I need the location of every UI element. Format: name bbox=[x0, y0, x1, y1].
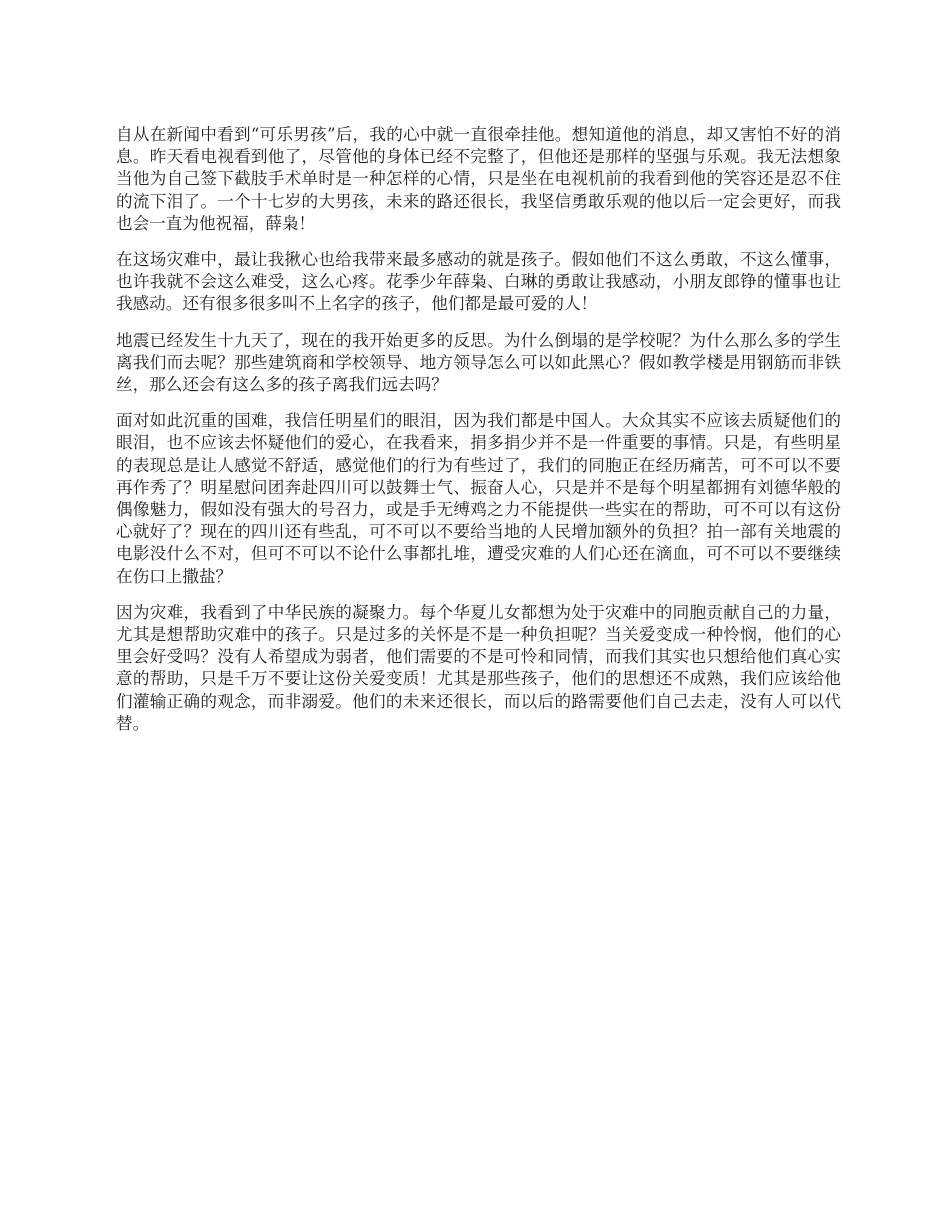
paragraph-2: 在这场灾难中，最让我揪心也给我带来最多感动的就是孩子。假如他们不这么勇敢，不这么懂事，也许我就不会这么难受，这么心疼。花季少年薛枭、白琳的勇敢让我感动，小朋友郎铮的懂事也让我感动。还有很多很多叫不上名字的孩子，他们都是最可爱的人！ bbox=[116, 250, 841, 314]
paragraph-5: 因为灾难，我看到了中华民族的凝聚力。每个华夏儿女都想为处于灾难中的同胞贡献自己的力量，尤其是想帮助灾难中的孩子。只是过多的关怀是不是一种负担呢？当关爱变成一种怜悯，他们的心里会好受吗？没有人希望成为弱者，他们需要的不是可怜和同情，而我们其实也只想给他们真心实意的帮助，只是千万不要让这份关爱变质！尤其是那些孩子，他们的思想还不成熟，我们应该给他们灌输正确的观念，而非溺爱。他们的未来还很长，而以后的路需要他们自己去走，没有人可以代替。 bbox=[116, 602, 841, 733]
paragraph-3: 地震已经发生十九天了，现在的我开始更多的反思。为什么倒塌的是学校呢？为什么那么多的学生离我们而去呢？那些建筑商和学校领导、地方领导怎么可以如此黑心？假如教学楼是用钢筋而非铁丝，那么还会有这么多的孩子离我们远去吗？ bbox=[116, 330, 841, 395]
paragraph-1: 自从在新闻中看到“可乐男孩”后，我的心中就一直很牵挂他。想知道他的消息，却又害怕不好的消息。昨天看电视看到他了，尽管他的身体已经不完整了，但他还是那样的坚强与乐观。我无法想象当他为自己签下截肢手术单时是一种怎样的心情，只是坐在电视机前的我看到他的笑容还是忍不住的流下泪了。一个十七岁的大男孩，未来的路还很长，我坚信勇敢乐观的他以后一定会更好，而我也会一直为他祝福，薛枭！ bbox=[116, 125, 841, 233]
paragraph-4: 面对如此沉重的国难，我信任明星们的眼泪，因为我们都是中国人。大众其实不应该去质疑他们的眼泪，也不应该去怀疑他们的爱心，在我看来，捐多捐少并不是一件重要的事情。只是，有些明星的表现总是让人感觉不舒适，感觉他们的行为有些过了，我们的同胞正在经历痛苦，可不可以不要再作秀了？明星慰问团奔赴四川可以鼓舞士气、振奋人心，只是并不是每个明星都拥有刘德华般的偶像魅力，假如没有强大的号召力，或是手无缚鸡之力不能提供一些实在的帮助，可不可以有这份心就好了？现在的四川还有些乱，可不可以不要给当地的人民增加额外的负担？拍一部有关地震的电影没什么不对，但可不可以不论什么事都扎堆，遭受灾难的人们心还在滴血，可不可以不要继续在伤口上撒盐？ bbox=[116, 411, 841, 586]
document-page bbox=[116, 124, 841, 749]
